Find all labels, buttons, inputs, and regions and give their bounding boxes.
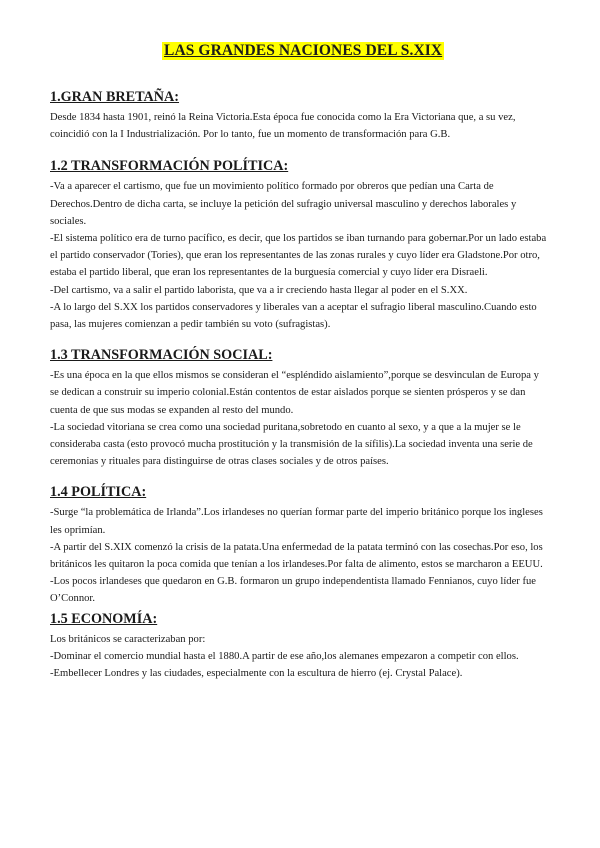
paragraph: -Del cartismo, va a salir el partido laborista, que va a ir creciendo hasta llegar al poder en el S.XX.	[50, 284, 468, 296]
title-wrap	[50, 42, 548, 88]
section-gran-bretana	[50, 88, 548, 143]
section-economia	[50, 610, 548, 683]
section-politica	[50, 483, 548, 607]
paragraph: -Es una época en la que ellos mismos se consideran el “espléndido aislamiento”,porque se desvinculan de Europa y se dedican a construir su imperio colonial.Están contentos de estar aislados porque se sienten prósperos y se dan cuenta de que sus modas se expanden al resto del mundo.	[50, 370, 539, 416]
section-transformacion-politica	[50, 157, 548, 333]
section-heading: 1.GRAN BRETAÑA:	[50, 89, 180, 105]
section-heading: 1.2 TRANSFORMACIÓN POLÍTICA:	[50, 158, 289, 175]
paragraph: -Los pocos irlandeses que quedaron en G.B. formaron un grupo independentista llamado Fennianos, cuyo líder fue O’Connor.	[50, 576, 537, 605]
paragraph: -A lo largo del S.XX los partidos conservadores y liberales van a aceptar el sufragio liberal masculino.Cuando esto pasa, las mujeres comienzan a pedir también su voto (sufragistas).	[50, 301, 537, 331]
paragraph: Desde 1834 hasta 1901, reinó la Reina Victoria.Esta época fue conocida como la Era Victoriana que, a su vez, coincidió con la I Industrialización. Por lo tanto, fue un momento de transformación para G.B.	[50, 112, 516, 141]
section-transformacion-social	[50, 346, 548, 470]
paragraph: -Embellecer Londres y las ciudades, especialmente con la escultura de hierro (ej. Crystal Palace).	[50, 668, 463, 680]
document-title: LAS GRANDES NACIONES DEL S.XIX	[164, 42, 443, 59]
paragraph: Los británicos se caracterizaban por:	[50, 633, 206, 645]
paragraph: -Dominar el comercio mundial hasta el 1880.A partir de ese año,los alemanes empezaron a competir con ellos.	[50, 650, 519, 662]
paragraph: -El sistema político era de turno pacífico, es decir, que los partidos se iban turnando para gobernar.Por un lado estaba el partido conservador (Tories), que eran los representantes de las zonas rurales y cuyo líder era Gladstone.Por otro, estaba el partido liberal, que eran los representantes de la burguesía comercial y cuyo líder era Disraeli.	[50, 233, 547, 279]
section-heading: 1.3 TRANSFORMACIÓN SOCIAL:	[50, 347, 273, 364]
paragraph: -A partir del S.XIX comenzó la crisis de la patata.Una enfermedad de la patata terminó con las cosechas.Por eso, los británicos les quitaron la poca comida que tenían a los irlandeses.Por falta de alimento, estos se marcharon a EEUU.	[50, 541, 543, 571]
section-heading: 1.5 ECONOMÍA:	[50, 610, 158, 627]
paragraph: -Va a aparecer el cartismo, que fue un movimiento político formado por obreros que pedían una Carta de Derechos.Dentro de dicha carta, se incluye la petición del sufragio universal masculino y derechos laborales y sociales.	[50, 181, 517, 227]
paragraph: -La sociedad vitoriana se crea como una sociedad puritana,sobretodo en cuanto al sexo, y a que a la mujer se le consideraba casta (esto provocó mucha prostitución y la transmisión de la sífilis).La sociedad inventa una serie de ceremonias y rituales para distinguirse de otras clases sociales y de otros países.	[50, 421, 533, 468]
section-heading: 1.4 POLÍTICA:	[50, 484, 147, 501]
paragraph: -Surge “la problemática de Irlanda”.Los irlandeses no querían formar parte del imperio británico porque los ingleses les oprimían.	[50, 507, 543, 536]
